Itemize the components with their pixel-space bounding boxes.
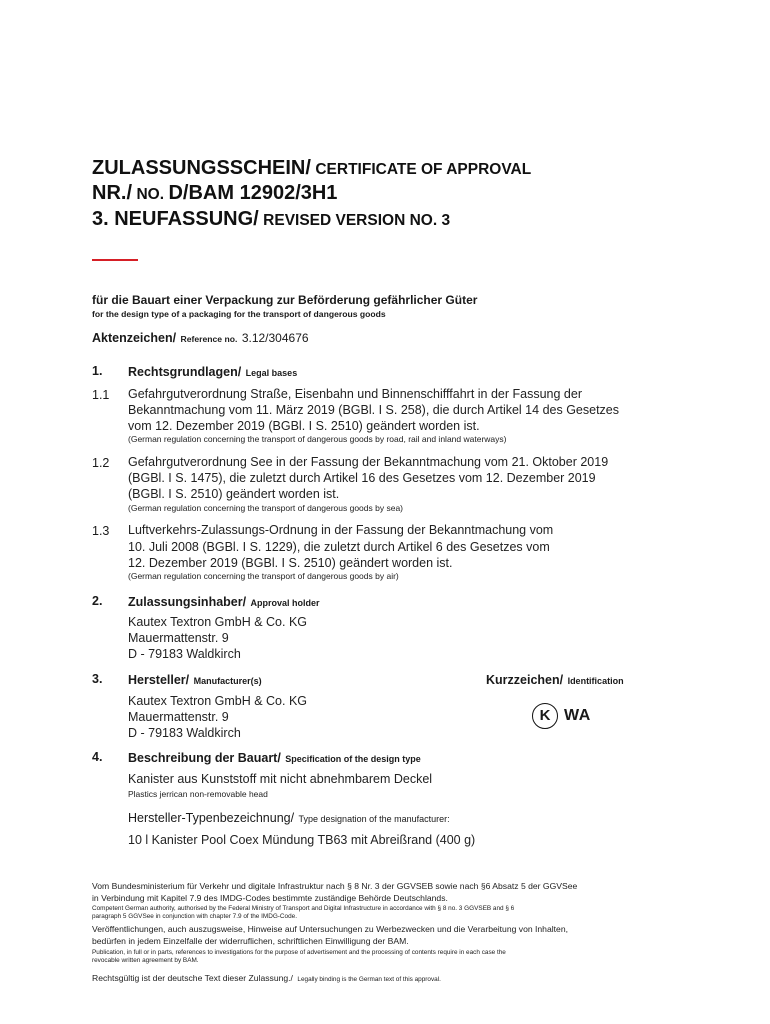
section-3-title-en: Manufacturer(s): [193, 676, 262, 686]
section-1-title-en: Legal bases: [245, 368, 298, 378]
holder-address-line: D - 79183 Waldkirch: [128, 647, 241, 661]
reference-value: 3.12/304676: [241, 331, 309, 345]
section-2-heading: [128, 594, 320, 610]
section-3-heading: [128, 672, 262, 688]
design-type-description-en: Plastics jerrican non-removable head: [128, 789, 268, 799]
identification-heading: [486, 672, 624, 688]
red-divider: [92, 259, 138, 261]
footer-legal-en: Legally binding is the German text of this approval.: [297, 976, 441, 983]
section-3-number: 3.: [92, 672, 103, 686]
holder-address-line: Kautex Textron GmbH & Co. KG: [128, 615, 308, 629]
reference-label-en: Reference no.: [180, 334, 238, 344]
section-2-number: 2.: [92, 594, 103, 608]
title-line-3: [92, 209, 450, 229]
footer-authority-en: paragraph 5 GGVSee in conjunction with chapter 7.9 of the IMDG-Code.: [92, 913, 297, 920]
identification-title-en: Identification: [567, 676, 624, 686]
section-4-title-en: Specification of the design type: [285, 754, 421, 764]
footer-authority-de: Vom Bundesministerium für Verkehr und digitale Infrastruktur nach § 8 Nr. 3 der GGVSEB sowie nach §6 Absatz 5 der GGVSee: [92, 881, 578, 891]
item-1-3-line: 12. Dezember 2019 (BGBl. I S. 2510) geändert worden ist.: [128, 556, 453, 570]
footer-publication-en: Publication, in full or in parts, references to investigations for the purpose of advertisement and the processing of contents require in each case the: [92, 949, 506, 956]
item-1-2-number: 1.2: [92, 456, 110, 470]
section-2-title-en: Approval holder: [250, 598, 320, 608]
manufacturer-address-line: Kautex Textron GmbH & Co. KG: [128, 694, 308, 708]
section-4-heading: [128, 750, 421, 766]
revision-label: 3. NEUFASSUNG/: [92, 208, 259, 230]
intro-title: für die Bauart einer Verpackung zur Beförderung gefährlicher Güter: [92, 293, 478, 307]
item-1-3-line: Luftverkehrs-Zulassungs-Ordnung in der Fassung der Bekanntmachung vom: [128, 523, 554, 537]
title-sub: CERTIFICATE OF APPROVAL: [315, 161, 532, 178]
item-1-1-line: Gefahrgutverordnung Straße, Eisenbahn und Binnenschifffahrt in der Fassung der: [128, 387, 582, 401]
title-line-1: [92, 158, 531, 178]
holder-address-line: Mauermattenstr. 9: [128, 631, 229, 645]
certificate-number: D/BAM 12902/3H1: [168, 182, 338, 204]
item-1-2-line: (BGBl. I S. 1475), die zuletzt durch Artikel 16 des Gesetzes vom 12. Dezember 2019: [128, 471, 596, 485]
section-1-heading: [128, 364, 297, 380]
reference-line: [92, 330, 309, 346]
footer-authority-de: in Verbindung mit Kapitel 7.9 des IMDG-Codes bestimmte zuständige Behörde Deutschlands.: [92, 893, 448, 903]
identification-circle-letter: K: [532, 703, 558, 729]
item-1-2-line: Gefahrgutverordnung See in der Fassung der Bekanntmachung vom 21. Oktober 2019: [128, 455, 609, 469]
item-1-2-line: (BGBl. I S. 2510) geändert worden ist.: [128, 487, 340, 501]
item-1-1-number: 1.1: [92, 388, 110, 402]
manufacturer-address-line: D - 79183 Waldkirch: [128, 726, 241, 740]
item-1-3-number: 1.3: [92, 524, 110, 538]
number-label-en: NO.: [136, 186, 165, 203]
type-designation-value: 10 l Kanister Pool Coex Mündung TB63 mit Abreißrand (400 g): [128, 833, 476, 847]
reference-label: Aktenzeichen/: [92, 331, 177, 345]
footer-legal-note: [92, 969, 441, 985]
identification-code: WA: [564, 707, 591, 724]
identification-title: Kurzzeichen/: [486, 673, 564, 687]
intro-subtitle: for the design type of a packaging for the transport of dangerous goods: [92, 309, 386, 319]
number-label: NR./: [92, 182, 132, 204]
item-1-1-line: vom 12. Dezember 2019 (BGBl. I S. 2510) geändert worden ist.: [128, 419, 480, 433]
title-main: ZULASSUNGSSCHEIN/: [92, 157, 311, 179]
footer-publication-de: Veröffentlichungen, auch auszugsweise, Hinweise auf Untersuchungen zu Werbezwecken und die Verarbeitung von Inhalten,: [92, 924, 568, 934]
section-2-title: Zulassungsinhaber/: [128, 595, 247, 609]
revision-label-en: REVISED VERSION NO. 3: [263, 212, 451, 229]
section-3-title: Hersteller/: [128, 673, 190, 687]
section-4-title: Beschreibung der Bauart/: [128, 751, 281, 765]
item-1-1-note: (German regulation concerning the transport of dangerous goods by road, rail and inland waterways): [128, 434, 507, 444]
item-1-3-note: (German regulation concerning the transport of dangerous goods by air): [128, 571, 399, 581]
design-type-description: Kanister aus Kunststoff mit nicht abnehmbarem Deckel: [128, 772, 433, 786]
section-4-number: 4.: [92, 750, 103, 764]
item-1-3-line: 10. Juli 2008 (BGBl. I S. 1229), die zuletzt durch Artikel 6 des Gesetzes vom: [128, 540, 550, 554]
footer-authority-en: Competent German authority, authorised by the Federal Ministry of Transport and Digital Infrastructure in accordance with § 8 no. 3 GGVSEB and § 6: [92, 905, 515, 912]
type-designation-label: [128, 810, 450, 826]
section-1-number: 1.: [92, 364, 103, 378]
identification-mark: [532, 703, 612, 731]
type-label-en: Type designation of the manufacturer:: [298, 814, 450, 824]
title-line-2: [92, 183, 337, 203]
section-1-title: Rechtsgrundlagen/: [128, 365, 242, 379]
item-1-2-note: (German regulation concerning the transport of dangerous goods by sea): [128, 503, 403, 513]
manufacturer-address-line: Mauermattenstr. 9: [128, 710, 229, 724]
type-label: Hersteller-Typenbezeichnung/: [128, 811, 295, 825]
footer-publication-de: bedürfen in jedem Einzelfalle der widerruflichen, schriftlichen Einwilligung der BAM.: [92, 936, 409, 946]
footer-publication-en: revocable written agreement by BAM.: [92, 957, 199, 964]
footer-legal-de: Rechtsgültig ist der deutsche Text dieser Zulassung./: [92, 973, 293, 983]
item-1-1-line: Bekanntmachung vom 11. März 2019 (BGBl. I S. 258), die durch Artikel 14 des Gesetzes: [128, 403, 619, 417]
